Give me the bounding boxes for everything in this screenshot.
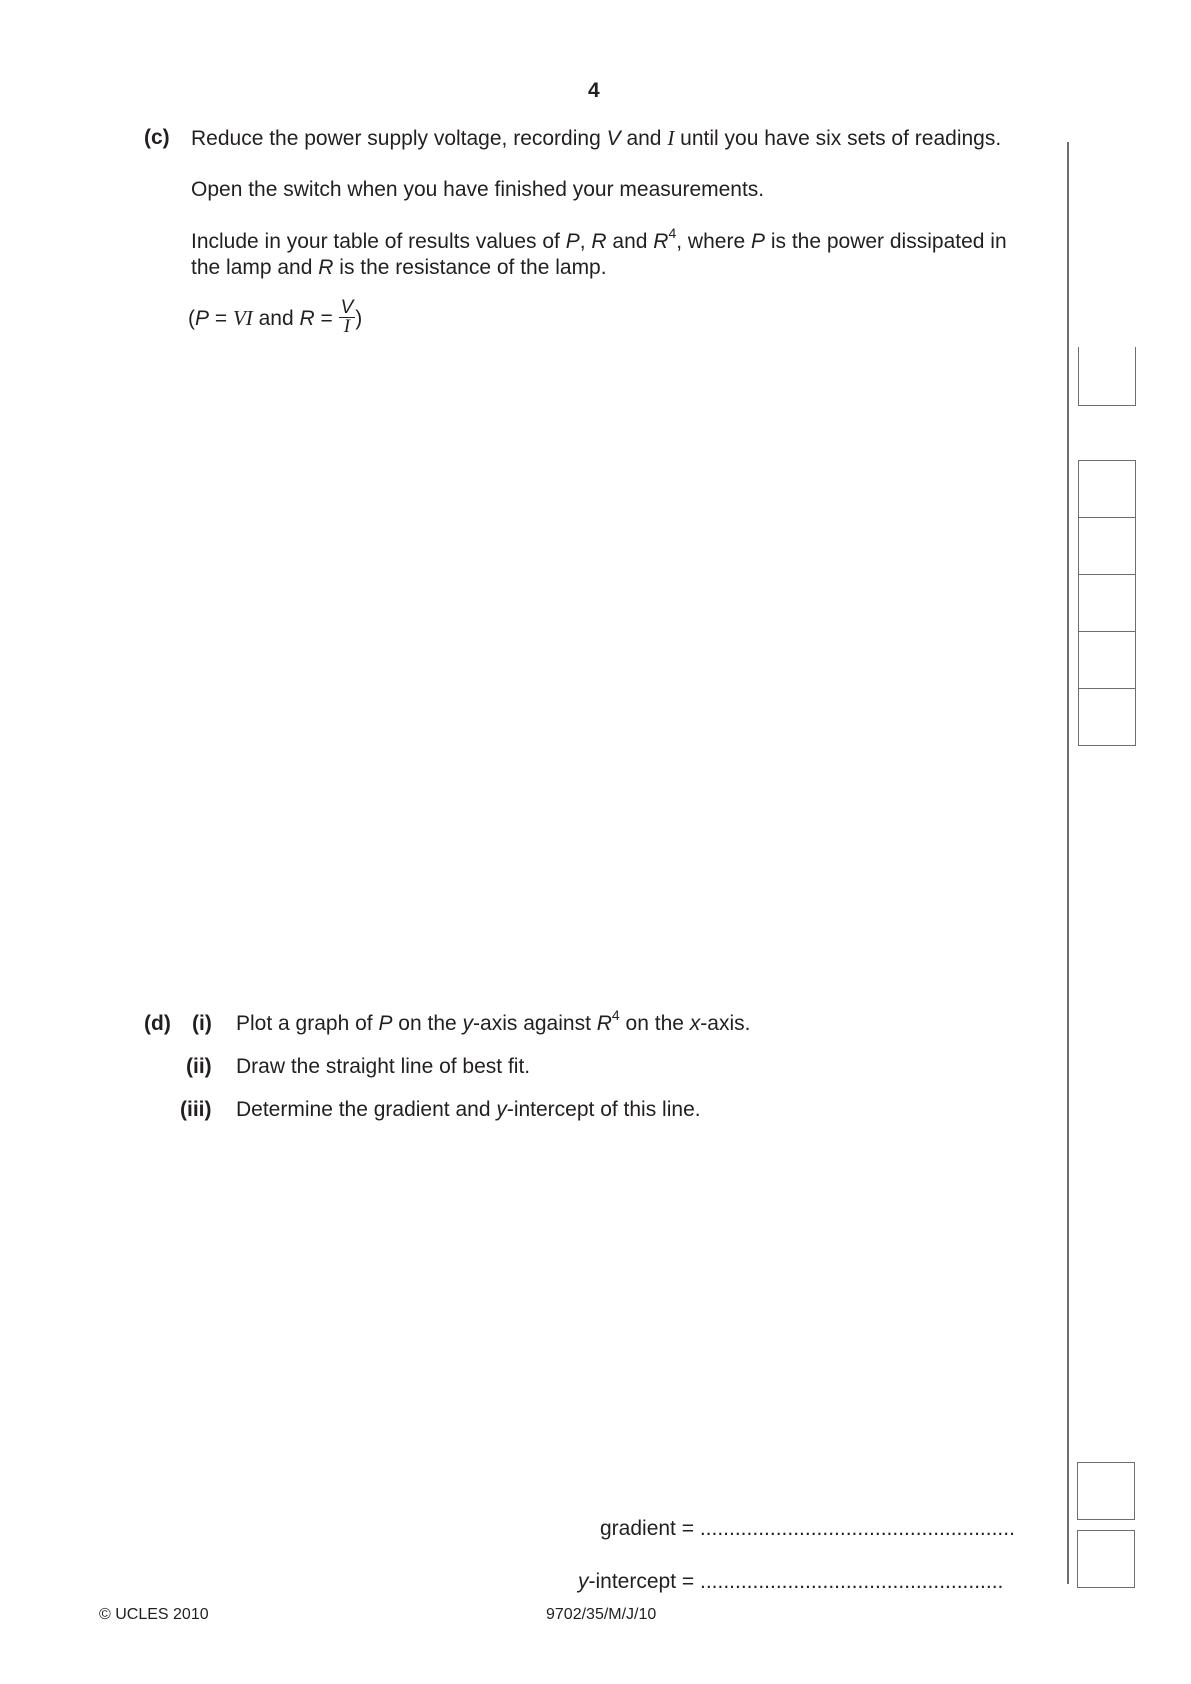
exponent: 4: [611, 1007, 620, 1023]
paren: ): [355, 307, 363, 331]
part-c-instruction-2: Open the switch when you have finished your measurements.: [191, 178, 765, 201]
text-run: ,: [579, 230, 592, 253]
var-V: V: [606, 127, 621, 150]
page-number: 4: [588, 79, 600, 102]
var-R: R: [591, 230, 607, 253]
mark-box-table-4[interactable]: [1078, 631, 1136, 689]
var-I: I: [667, 126, 675, 150]
part-d-i-label: (i): [192, 1012, 212, 1035]
part-d-i-text: [236, 1007, 751, 1037]
mark-box-table-3[interactable]: [1078, 574, 1136, 632]
text-run: Reduce the power supply voltage, recording: [191, 127, 607, 150]
var-R: R: [653, 230, 669, 253]
paren: (: [188, 307, 195, 331]
text-run: -intercept of this line.: [506, 1098, 701, 1121]
part-c-instruction-3-line-1: [191, 225, 1007, 255]
var-y: y: [578, 1570, 589, 1593]
text-run: on the: [392, 1012, 463, 1035]
footer-copyright: © UCLES 2010: [99, 1606, 209, 1623]
text-run: and: [252, 307, 300, 331]
mark-box-open[interactable]: [1078, 347, 1136, 406]
fraction-numerator: V: [340, 297, 354, 318]
exponent: 4: [668, 225, 677, 241]
part-d-ii-text: Draw the straight line of best fit.: [236, 1055, 531, 1078]
fraction-denominator: I: [343, 316, 351, 337]
var-VI: VI: [232, 306, 253, 331]
text-run: is the power dissipated in: [764, 230, 1007, 253]
equals: =: [209, 307, 233, 331]
var-R: R: [596, 1012, 612, 1035]
text-run: the lamp and: [191, 256, 319, 279]
text-run: -axis against: [473, 1012, 597, 1035]
mark-box-intercept[interactable]: [1077, 1530, 1135, 1588]
var-x: x: [689, 1012, 701, 1035]
equals: =: [314, 307, 339, 331]
mark-box-table-5[interactable]: [1078, 688, 1136, 746]
text-run: and: [620, 127, 668, 150]
mark-box-gradient[interactable]: [1077, 1462, 1135, 1520]
text-run: Include in your table of results values of: [191, 230, 566, 253]
y-intercept-label: -intercept =: [588, 1570, 695, 1593]
gradient-answer-line[interactable]: [600, 1516, 1015, 1542]
var-P: P: [195, 307, 210, 331]
formula: [188, 297, 363, 338]
part-c-instruction-3-line-2: [191, 255, 607, 281]
var-R: R: [318, 256, 334, 279]
y-intercept-answer-field[interactable]: ....................................................: [699, 1570, 1004, 1593]
text-run: , where: [676, 230, 751, 253]
footer-paper-code: 9702/35/M/J/10: [546, 1606, 657, 1623]
var-R: R: [299, 307, 315, 331]
mark-box-table-2[interactable]: [1078, 517, 1136, 575]
gradient-label: gradient =: [600, 1517, 694, 1540]
part-d-label: (d): [144, 1012, 171, 1035]
text-run: -axis.: [700, 1012, 751, 1035]
text-run: on the: [619, 1012, 690, 1035]
part-c-label: (c): [144, 126, 170, 149]
var-P: P: [750, 230, 765, 253]
var-y: y: [496, 1098, 507, 1121]
part-d-iii-text: [236, 1097, 701, 1123]
text-run: and: [606, 230, 654, 253]
fraction: [339, 299, 356, 336]
part-c-instruction-1: [191, 125, 1001, 152]
text-run: is the resistance of the lamp.: [333, 256, 607, 279]
mark-box-table-1[interactable]: [1078, 460, 1136, 518]
part-d-iii-label: (iii): [180, 1098, 212, 1121]
gradient-answer-field[interactable]: ......................................................: [699, 1517, 1015, 1540]
examiner-margin-line: [1067, 142, 1069, 1584]
text-run: Plot a graph of: [236, 1012, 379, 1035]
text-run: Determine the gradient and: [236, 1098, 497, 1121]
var-y: y: [462, 1012, 474, 1035]
var-P: P: [378, 1012, 393, 1035]
text-run: until you have six sets of readings.: [674, 127, 1002, 150]
y-intercept-answer-line[interactable]: [578, 1569, 1003, 1595]
part-d-ii-label: (ii): [186, 1055, 212, 1078]
var-P: P: [565, 230, 580, 253]
